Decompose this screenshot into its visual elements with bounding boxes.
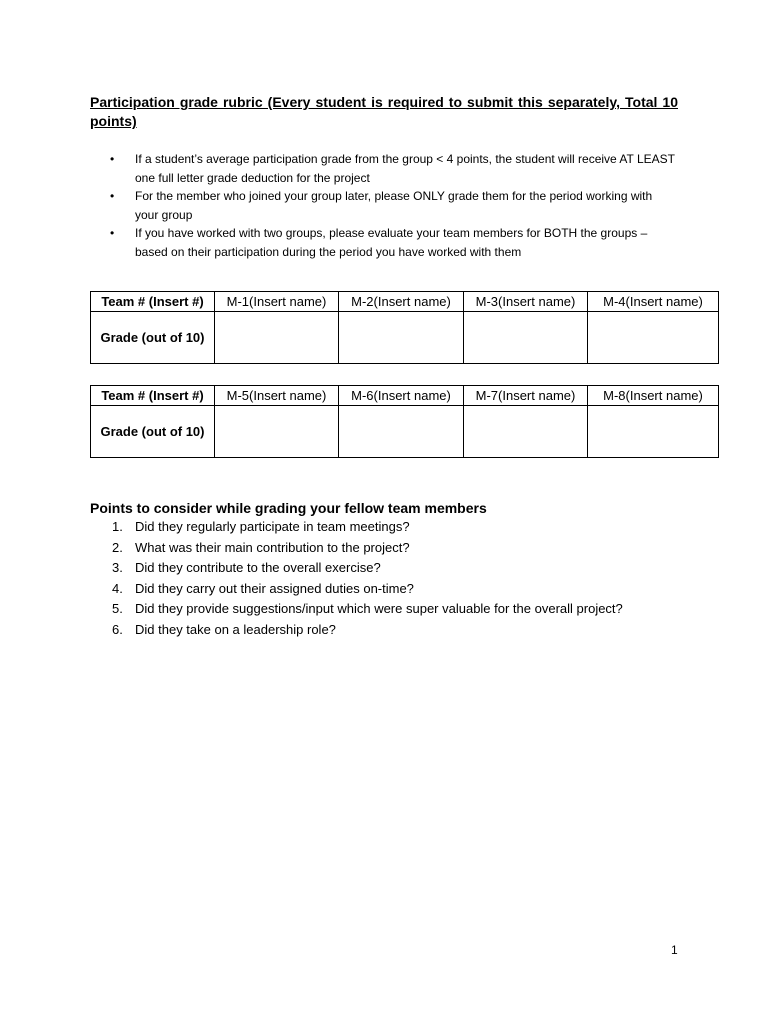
team-number-cell[interactable]: Team # (Insert #) <box>91 386 215 406</box>
instruction-item <box>90 187 678 224</box>
instruction-text: If a student’s average participation grade from the group < 4 points, the student will receive AT LEAST one full letter grade deduction for the project <box>135 152 675 185</box>
table-header-row <box>91 386 719 406</box>
point-text: Did they regularly participate in team meetings? <box>135 519 410 534</box>
grade-entry-cell[interactable] <box>215 406 339 458</box>
grade-table-2 <box>90 385 719 458</box>
bullet-icon: • <box>110 189 115 203</box>
grade-table-1 <box>90 291 719 364</box>
member-name-cell[interactable]: M-8(Insert name) <box>588 386 719 406</box>
point-text: Did they take on a leadership role? <box>135 621 336 637</box>
member-name-cell[interactable]: M-5(Insert name) <box>215 386 339 406</box>
instruction-text: For the member who joined your group later, please ONLY grade them for the period working with your group <box>135 189 653 222</box>
grade-entry-cell[interactable] <box>588 312 719 364</box>
team-number-cell[interactable]: Team # (Insert #) <box>91 292 215 312</box>
instruction-item <box>90 224 678 261</box>
point-item <box>90 579 710 600</box>
point-text: Did they carry out their assigned duties on-time? <box>135 580 414 596</box>
member-name-cell[interactable]: M-4(Insert name) <box>588 292 719 312</box>
bullet-icon: • <box>110 226 115 240</box>
grade-entry-cell[interactable] <box>464 406 588 458</box>
grade-entry-cell[interactable] <box>588 406 719 458</box>
point-number: 5. <box>112 601 123 616</box>
point-item <box>90 558 710 579</box>
grade-entry-cell[interactable] <box>215 312 339 364</box>
points-heading: Points to consider while grading your fellow team members <box>90 500 487 516</box>
member-name-cell[interactable]: M-6(Insert name) <box>339 386 464 406</box>
instruction-list <box>90 150 678 261</box>
table-grade-row <box>91 312 719 364</box>
member-name-cell[interactable]: M-1(Insert name) <box>215 292 339 312</box>
grade-label-cell: Grade (out of 10) <box>91 312 215 364</box>
table-grade-row <box>91 406 719 458</box>
point-number: 3. <box>112 560 123 575</box>
point-item <box>90 620 710 641</box>
point-item <box>90 599 710 620</box>
grade-entry-cell[interactable] <box>339 312 464 364</box>
grade-entry-cell[interactable] <box>339 406 464 458</box>
bullet-icon: • <box>110 152 115 166</box>
point-item <box>90 538 710 559</box>
grade-entry-cell[interactable] <box>464 312 588 364</box>
member-name-cell[interactable]: M-7(Insert name) <box>464 386 588 406</box>
page-number: 1 <box>671 943 678 957</box>
rubric-title: Participation grade rubric (Every student is required to submit this separately, Total 10 points) <box>90 94 678 129</box>
point-number: 4. <box>112 580 123 596</box>
point-text: What was their main contribution to the project? <box>135 539 410 555</box>
point-number: 6. <box>112 621 123 637</box>
instruction-text: If you have worked with two groups, please evaluate your team members for BOTH the groups – based on their participation during the period you have worked with them <box>135 226 648 259</box>
member-name-cell[interactable]: M-3(Insert name) <box>464 292 588 312</box>
member-name-cell[interactable]: M-2(Insert name) <box>339 292 464 312</box>
point-text: Did they contribute to the overall exercise? <box>135 560 381 575</box>
point-number: 1. <box>112 519 123 534</box>
grade-label-cell: Grade (out of 10) <box>91 406 215 458</box>
points-list <box>90 517 710 640</box>
point-number: 2. <box>112 539 123 555</box>
point-item <box>90 517 710 538</box>
table-header-row <box>91 292 719 312</box>
point-text: Did they provide suggestions/input which were super valuable for the overall project? <box>135 601 623 616</box>
instruction-item <box>90 150 678 187</box>
